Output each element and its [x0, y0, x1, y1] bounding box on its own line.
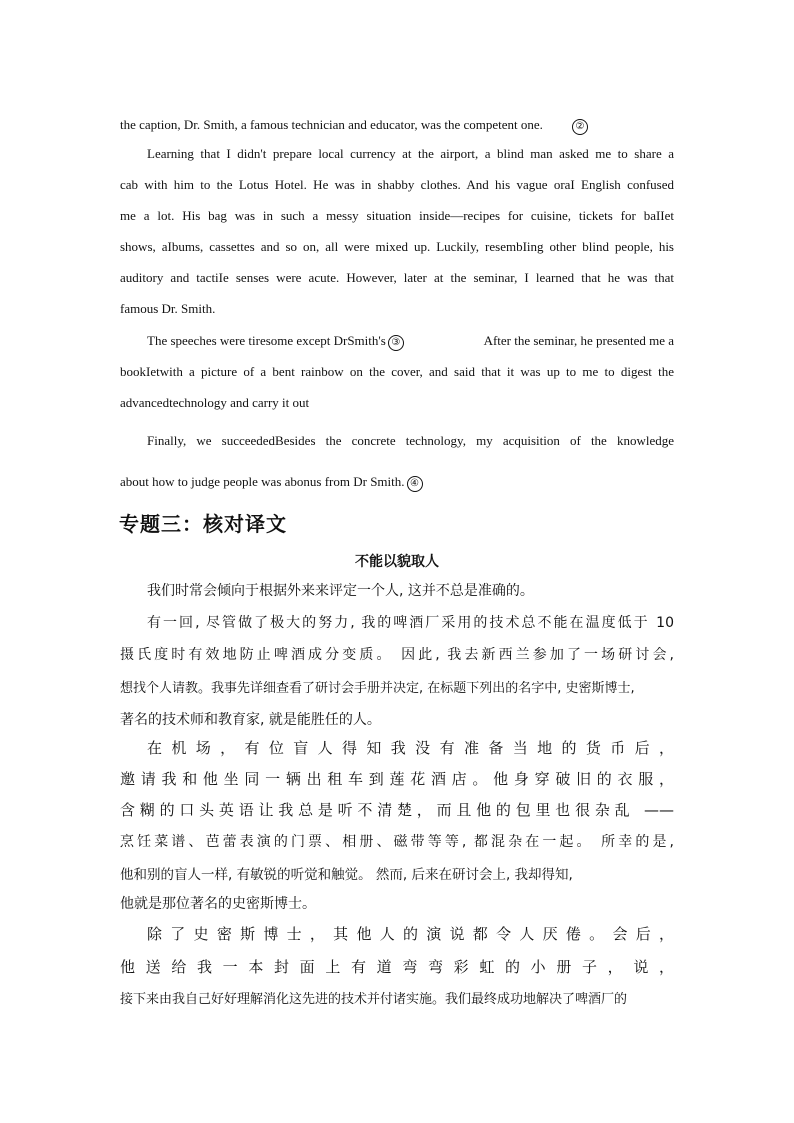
circled-marker-2: ②	[572, 119, 588, 135]
english-line-11: Finally, we succeededBesides the concrete technology, my acquisition of the knowledge	[147, 433, 674, 448]
chinese-line-5: 著名的技术师和教育家, 就是能胜任的人。	[120, 712, 381, 728]
english-line-1-text: the caption, Dr. Smith, a famous technician and educator, was the competent one.	[120, 117, 543, 132]
english-line-8	[147, 333, 674, 351]
chinese-line-11: 他就是那位著名的史密斯博士。	[120, 896, 316, 912]
english-line-9: bookIetwith a picture of a bent rainbow on the cover, and said that it was up to me to digest the	[120, 364, 674, 379]
chinese-line-12: 除了史密斯博士，其他人的演说都令人厌倦。会后，	[147, 925, 674, 943]
chinese-line-14: 接下来由我自己好好理解消化这先进的技术并付诸实施。我们最终成功地解决了啤酒厂的	[120, 992, 628, 1007]
chinese-line-1: 我们时常会倾向于根据外来来评定一个人, 这并不总是准确的。	[147, 583, 534, 599]
english-line-10: advancedtechnology and carry it out	[120, 395, 310, 410]
english-line-7: famous Dr. Smith.	[120, 301, 216, 316]
english-line-5: shows, aIbums, cassettes and so on, all were mixed up. Luckily, resembIing other blind people, his	[120, 239, 674, 254]
chinese-line-7: 邀请我和他坐同一辆出租车到莲花酒店。他身穿破旧的衣服，	[120, 770, 674, 788]
section-heading: 专题三：核对译文	[119, 512, 287, 536]
english-line-8-text: The speeches were tiresome except DrSmith's	[147, 333, 386, 348]
chinese-line-3: 摄氏度时有效地防止啤酒成分变质。 因此, 我去新西兰参加了一场研讨会,	[120, 647, 674, 663]
english-line-12-text: about how to judge people was abonus from Dr Smith.	[120, 474, 405, 489]
english-line-1	[120, 117, 674, 135]
english-line-4: me a lot. His bag was in such a messy situation inside—recipes for cuisine, tickets for baIIet	[120, 208, 674, 223]
english-line-3: cab with him to the Lotus Hotel. He was in shabby clothes. And his vague oraI English confused	[120, 177, 674, 192]
chinese-line-13: 他送给我一本封面上有道弯弯彩虹的小册子，说，	[120, 958, 674, 976]
english-line-8-right: After the seminar, he presented me a	[483, 333, 674, 348]
english-line-8-left	[147, 333, 404, 351]
chinese-line-4: 想找个人请教。我事先详细查看了研讨会手册并决定, 在标题下列出的名字中, 史密斯博士,	[120, 681, 635, 696]
circled-marker-4: ④	[407, 476, 423, 492]
chinese-line-10: 他和别的盲人一样, 有敏锐的听觉和触觉。 然而, 后来在研讨会上, 我却得知,	[120, 867, 573, 883]
chinese-title: 不能以貌取人	[355, 554, 439, 570]
english-line-12	[120, 474, 674, 492]
english-line-2: Learning that I didn't prepare local currency at the airport, a blind man asked me to share a	[147, 146, 674, 161]
circled-marker-3: ③	[388, 335, 404, 351]
english-line-6: auditory and tactiIe senses were acute. However, later at the seminar, I learned that he was that	[120, 270, 674, 285]
chinese-line-6: 在机场，有位盲人得知我没有准备当地的货币后，	[147, 739, 674, 757]
chinese-line-9: 烹饪菜谱、芭蕾表演的门票、相册、磁带等等, 都混杂在一起。 所幸的是,	[120, 834, 674, 850]
chinese-line-8: 含糊的口头英语让我总是听不清楚，而且他的包里也很杂乱 ——	[120, 801, 674, 819]
chinese-line-2: 有一回, 尽管做了极大的努力, 我的啤酒厂采用的技术总不能在温度低于 10	[147, 615, 674, 631]
